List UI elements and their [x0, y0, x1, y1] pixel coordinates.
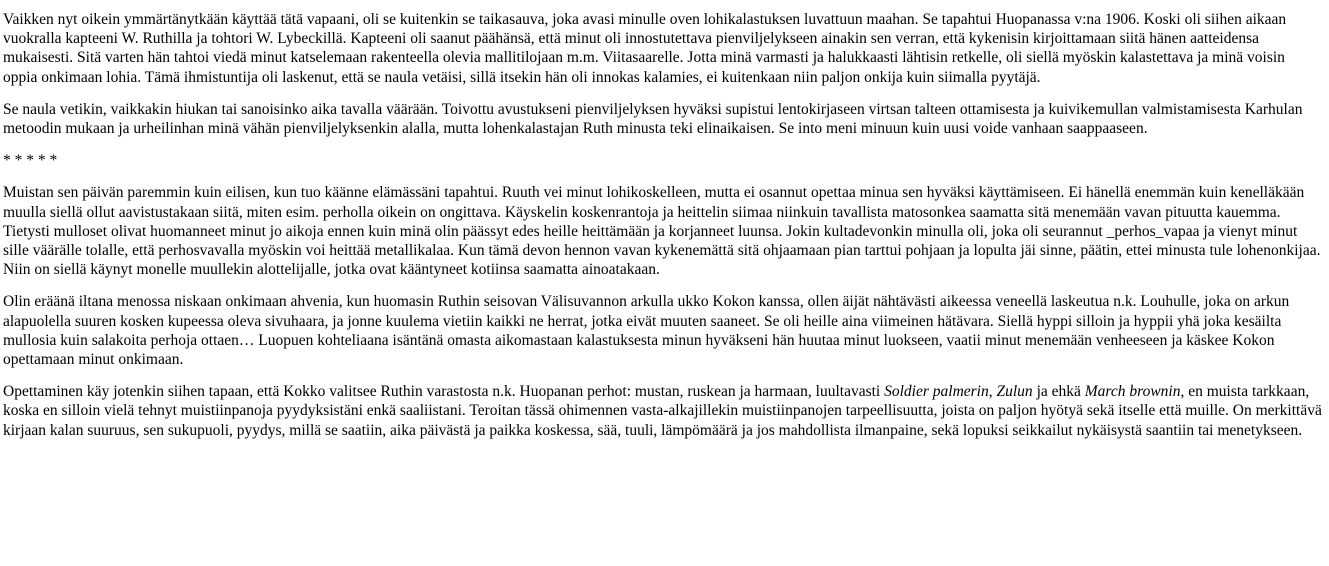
paragraph-4: Olin eräänä iltana menossa niskaan onkimaan ahvenia, kun huomasin Ruthin seisovan Välisuvannon arkulla ukko Kokon kanssa, ollen äijät nähtävästi aikeessa veneellä laskeutua n.k. Louhulle, joka on arkun alapuolella suuren kosken kupeessa oleva sivuhaara, ja jonne kuulema vietiin kaikki ne herrat, jotka eivät muuten saaneet. Se oli heille aina viimeinen hätävara. Siellä hyppi silloin ja hyppii yhä joka kesäilta mullosia kuin salakoita perhoja ottaen… Luopuen kohteliaana isäntänä omasta aikomastaan kalastuksesta minun hyväkseni hän huutaa minut luokseen, vaatii minut menemään venheeseen ja käskee Kokon opettamaan minut onkimaan.: [3, 293, 1290, 369]
paragraph-2: Se naula vetikin, vaikkakin hiukan tai sanoisinko aika tavalla väärään. Toivottu avustukseni pienviljelyksen hyväksi supistui lentokirjaseen virtsan talteen ottamisesta ja kuivikemullan valmistamisesta Karhulan metoodin mukaan ja urheilinhan minä vähän pienviljelyksenkin alalla, mutta lohenkalastajan Ruth minusta teki elinaikaisen. Se into meni minuun kuin uusi voide vanhaan saappaaseen.: [3, 100, 1303, 138]
section-separator: * * * * *: [3, 152, 58, 170]
paragraph-5: [3, 382, 1323, 440]
paragraph-5-text-c: ,: [988, 383, 997, 401]
fly-name-march-brown: March brownin: [1084, 383, 1181, 401]
paragraph-1: Vaikken nyt oikein ymmärtänytkään käyttää tätä vapaani, oli se kuitenkin se taikasauva, joka avasi minulle oven lohikalastuksen luvattuun maahan. Se tapahtui Huopanassa v:na 1906. Koski oli siihen aikaan vuokralla kapteeni W. Ruthilla ja tohtori W. Lybeckillä. Kapteeni oli saanut päähänsä, että minut oli innostutettava pienviljelykseen ainakin sen verran, että kykenisin kirjoittamaan siitä hänen aatteidensa mukaisesti. Sitä varten hän tahtoi viedä minut katselemaan rakenteella olevia mallitilojaan m.m. Viitasaarelle. Jotta minä varmasti ja halukkaasti lähtisin retkelle, oli siellä myöskin kalastettava ja minä voisin oppia onkimaan lohia. Tämä ihmistuntija oli laskenut, että se naula vetäisi, sillä itsekin hän oli innokas kalamies, ei kuitenkaan niin paljon onkija kuin siimalla pyytäjä.: [3, 11, 1287, 86]
paragraph-5-text-g: , en muista tarkkaan, koska en silloin vielä tehnyt muistiinpanoja pyydyksistäni enkä saaliistani. Teroitan tässä ohimennen vasta-alkajillekin muistiinpanojen tarpeellisuutta, joista on paljon hyötyä sekä itselle että muille. On merkittävä kirjaan kalan suuruus, sen sukupuoli, pyydys, millä se saatiin, aika päivästä ja paikka koskessa, sää, tuuli, lämpömäärä ja jos mahdollista ilmanpaine, sekä lopuksi seikkailut nykäisystä saantiin tai menetykseen.: [3, 383, 1322, 439]
paragraph-5-text-e: ja ehkä: [1032, 383, 1085, 401]
paragraph-3: Muistan sen päivän paremmin kuin eilisen, kun tuo käänne elämässäni tapahtui. Ruuth vei minut lohikoskelleen, mutta ei osannut opettaa minua sen hyväksi käyttämiseen. Ei hänellä enemmän kuin kenelläkään muulla siellä ollut aavistustakaan siitä, miten esim. perholla oikein on ongittava. Käyskelin koskenrantoja ja heittelin siimaa niinkuin tavallista matosonkea saamatta sitä menemään vavan pituutta kauemma. Tietysti mulloset olivat huomanneet minut jo aikoja ennen kuin minä olin päässyt edes heille heittämään ja korjanneet luunsa. Jokin kultadevonkin minulla oli, joka oli seurannut _perhos_vapaa ja vienyt minut sille väärälle tolalle, että perhosvavalla myöskin voi heittää metallikalaa. Kun tämä devon hennon vavan kykenemättä sitä ohjaamaan pian tarttui pohjaan ja lopulta jäi sinne, päätin, ettei minusta tule lohenonkijaa. Niin on siellä käynyt monelle muullekin alottelijalle, jotka ovat kääntyneet kotiinsa saamatta ainoatakaan.: [3, 184, 1321, 279]
fly-name-zulu: Zulun: [996, 383, 1033, 401]
fly-name-soldier-palmer: Soldier palmerin: [884, 383, 989, 401]
paragraph-5-text-a: Opettaminen käy jotenkin siihen tapaan, että Kokko valitsee Ruthin varastosta n.k. Huopanan perhot: mustan, ruskean ja harmaan, luultavasti: [3, 383, 885, 401]
